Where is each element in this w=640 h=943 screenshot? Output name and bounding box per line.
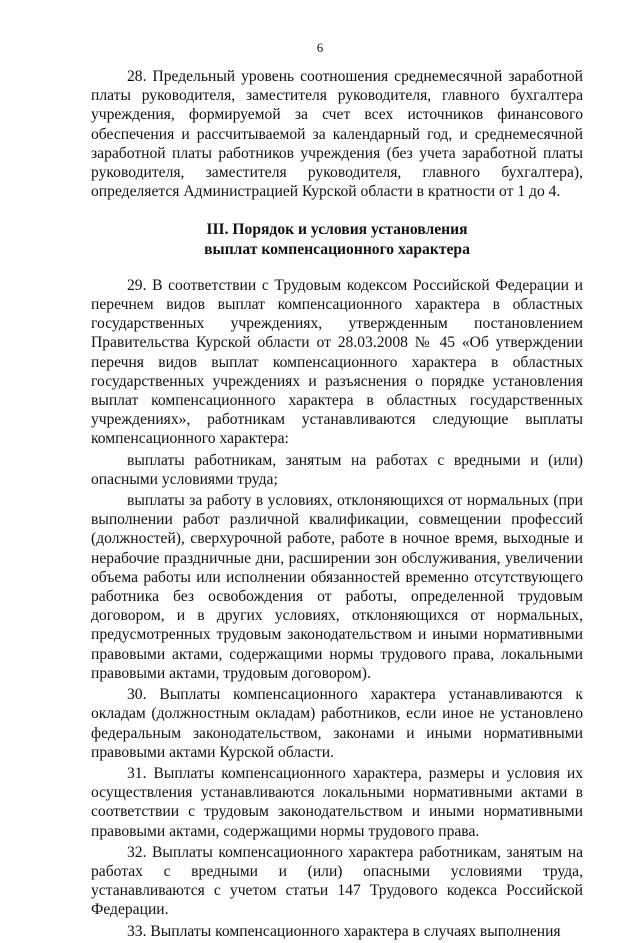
section-heading-line-1: III. Порядок и условия установления	[206, 221, 468, 239]
section-heading	[91, 220, 583, 258]
paragraph-29: 29. В соответствии с Трудовым кодексом Российской Федерации и перечнем видов выплат компенсационного характера в областных государственных учреждениях, утвержденным постановлением Правительства Курской области от 28.03.2008 № 45 «Об утверждении перечня видов выплат компенсационного характера в областных государственных учреждениях и разъяснения о порядке установления выплат компенсационного характера в областных государственных учреждениях», работникам устанавливаются следующие выплаты компенсационного характера:	[91, 276, 583, 448]
document-body	[91, 67, 583, 943]
paragraph-31: 31. Выплаты компенсационного характера, размеры и условия их осуществления устанавливаются локальными нормативными актами в соответствии с трудовым законодательством и иными нормативными правовыми актами, содержащими нормы трудового права.	[91, 764, 583, 840]
paragraph-28: 28. Предельный уровень соотношения среднемесячной заработной платы руководителя, заместителя руководителя, главного бухгалтера учреждения, формируемой за счет всех источников финансового обеспечения и рассчитываемой за календарный год, и среднемесячной заработной платы работников учреждения (без учета заработной платы руководителя, заместителя руководителя, главного бухгалтера), определяется Администрацией Курской области в кратности от 1 до 4.	[91, 68, 583, 201]
page-number: 6	[316, 40, 324, 55]
paragraph-29-item-1: выплаты работникам, занятым на работах с вредными и (или) опасными условиями труда;	[91, 451, 583, 488]
paragraph-33: 33. Выплаты компенсационного характера в случаях выполнения	[127, 922, 561, 940]
paragraph-30: 30. Выплаты компенсационного характера устанавливаются к окладам (должностным окладам) работников, если иное не установлено федеральным законодательством, законами и иными нормативными правовыми актами Курской области.	[91, 686, 583, 761]
section-heading-line-2: выплат компенсационного характера	[204, 240, 470, 258]
paragraph-32: 32. Выплаты компенсационного характера работникам, занятым на работах с вредными и (или) опасными условиями труда, устанавливаются с учетом статьи 147 Трудового кодекса Российской Федерации.	[91, 843, 583, 919]
paragraph-29-item-2: выплаты за работу в условиях, отклоняющихся от нормальных (при выполнении работ различной квалификации, совмещении профессий (должностей), сверхурочной работе, работе в ночное время, выходные и нерабочие праздничные дни, расширении зон обслуживания, увеличении объема работы или исполнении обязанностей временно отсутствующего работника без освобождения от работы, определенной трудовым договором, и в других условиях, отклоняющихся от нормальных, предусмотренных трудовым законодательством и иными нормативными правовыми актами, содержащими нормы трудового права, локальными правовыми актами, трудовым договором).	[91, 492, 583, 682]
